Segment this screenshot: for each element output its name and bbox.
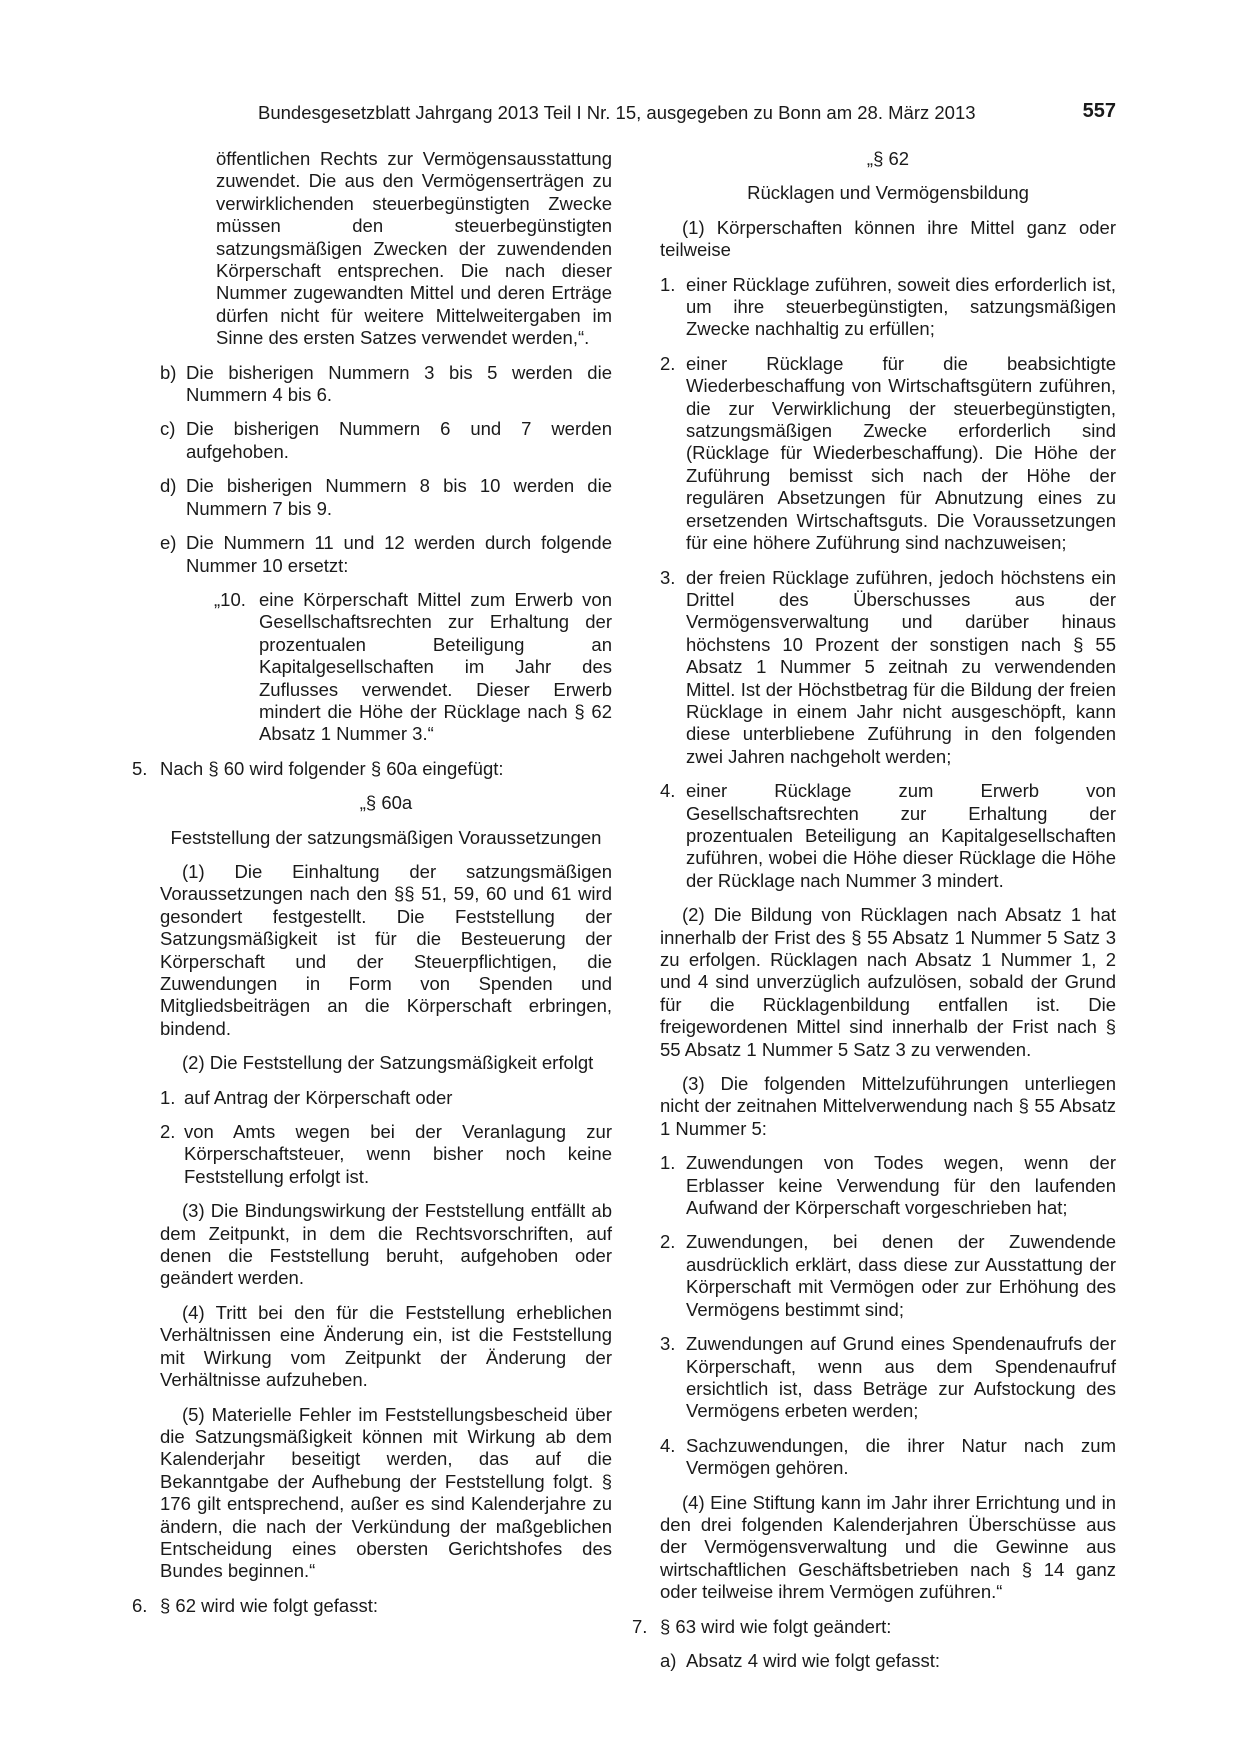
item-label: 1. bbox=[660, 1152, 676, 1174]
item-label: 7. bbox=[632, 1615, 648, 1637]
item-label: a) bbox=[660, 1649, 677, 1671]
list-item bbox=[160, 418, 612, 463]
quoted-number-10 bbox=[214, 589, 612, 746]
item-text: der freien Rücklage zuführen, jedoch höchstens ein Drittel des Überschusses aus der Vermögensverwaltung und darüber hinaus höchstens 10 Prozent der sonstigen nach § 55 Absatz 1 Nummer 5 zeitnah zu verwendenden Mittel. Ist der Höchstbetrag für die Bildung der freien Rücklage in einem Jahr nicht ausgeschöpft, kann diese unterbliebene Zuführung in den folgenden zwei Jahren nachgeholt werden; bbox=[686, 566, 1116, 767]
paragraph: (1) Die Einhaltung der satzungsmäßigen Voraussetzungen nach den §§ 51, 59, 60 und 61 wird gesondert festgestellt. Die Feststellung der Satzungsmäßigkeit ist für die Besteuerung der Körperschaft und der Steuerpflichtigen, die Zuwendungen in Form von Spenden und Mitgliedsbeiträgen an die Körperschaft erbringen, bindend. bbox=[160, 860, 612, 1039]
item-text: einer Rücklage zum Erwerb von Gesellschaftsrechten zur Erhaltung der prozentualen Beteiligung an Kapitalgesellschaften zuführen, wobei die Höhe dieser Rücklage die Höhe der Rücklage nach Nummer 3 mindert. bbox=[686, 780, 1116, 891]
item-text: eine Körperschaft Mittel zum Erwerb von Gesellschaftsrechten zur Erhaltung der prozentualen Beteiligung an Kapitalgesellschaften im Jahr des Zuflusses verwendet. Dieser Erwerb mindert die Höhe der Rücklage nach § 62 Absatz 1 Nummer 3.“ bbox=[259, 588, 612, 745]
item-label: 2. bbox=[660, 1231, 676, 1253]
item-label: 4. bbox=[660, 1434, 676, 1456]
item-label: 1. bbox=[160, 1086, 176, 1108]
item-label: 5. bbox=[132, 757, 148, 779]
continued-text: öffentlichen Rechts zur Vermögensausstattung zuwendet. Die aus den Vermögenserträgen zu verwirklichenden steuerbegünstigten Zwecke müssen den steuerbegünstigten satzungsmäßigen Zwecken der zuwendenden Körperschaft entsprechen. Die nach dieser Nummer zugewandten Mittel und deren Erträge dürfen nicht für weitere Mittelweitergaben im Sinne des ersten Satzes verwendet werden,“. bbox=[216, 148, 612, 349]
item-text: Zuwendungen, bei denen der Zuwendende ausdrücklich erklärt, dass diese zur Ausstattung der Körperschaft mit Vermögen oder zur Erhöhung des Vermögens bestimmt sind; bbox=[686, 1231, 1116, 1320]
paragraph: (3) Die Bindungswirkung der Feststellung entfällt ab dem Zeitpunkt, in dem die Rechtsvorschriften, auf denen die Feststellung beruht, aufgehoben oder geändert werden. bbox=[160, 1200, 612, 1289]
page-number: 557 bbox=[1082, 100, 1116, 122]
list-item bbox=[660, 567, 1116, 769]
item-text: § 63 wird wie folgt geändert: bbox=[660, 1615, 892, 1637]
list-item bbox=[660, 1231, 1116, 1321]
item-label: 3. bbox=[660, 566, 676, 588]
item-text: Zuwendungen von Todes wegen, wenn der Erblasser keine Verwendung für den laufenden Aufwand der Körperschaft vorgeschrieben hat; bbox=[686, 1152, 1116, 1219]
item-label: „10. bbox=[214, 588, 246, 610]
item-text: einer Rücklage zuführen, soweit dies erforderlich ist, um ihre steuerbegünstigten, satzungsmäßigen Zwecke nachhaltig zu erfüllen; bbox=[686, 273, 1116, 340]
list-item-7 bbox=[632, 1616, 1116, 1638]
page-header bbox=[258, 100, 1116, 128]
section-subheading: Rücklagen und Vermögensbildung bbox=[747, 182, 1029, 204]
item-text: Absatz 4 wird wie folgt gefasst: bbox=[686, 1649, 940, 1671]
right-column bbox=[632, 148, 1116, 1672]
list-item bbox=[160, 475, 612, 520]
item-label: 1. bbox=[660, 273, 676, 295]
list-item bbox=[160, 1087, 612, 1109]
paragraph: (5) Materielle Fehler im Feststellungsbescheid über die Satzungsmäßigkeit können mit Wirkung ab dem Kalenderjahr beseitigt werden, das auf die Bekanntgabe der Aufhebung der Feststellung folgt. § 176 gilt entsprechend, außer es sind Kalenderjahre zu ändern, die nach der Verkündung der maßgeblichen Entscheidung eines obersten Gerichtshofes des Bundes beginnen.“ bbox=[160, 1403, 612, 1582]
list-item-5 bbox=[132, 758, 612, 780]
item-label: 3. bbox=[660, 1333, 676, 1355]
paragraph: (2) Die Feststellung der Satzungsmäßigkeit erfolgt bbox=[182, 1052, 594, 1074]
list-item bbox=[660, 1333, 1116, 1423]
item-label: e) bbox=[160, 532, 177, 554]
list-item bbox=[160, 532, 612, 577]
section-subheading: Feststellung der satzungsmäßigen Voraussetzungen bbox=[170, 826, 602, 848]
item-text: Die bisherigen Nummern 6 und 7 werden aufgehoben. bbox=[186, 418, 612, 462]
paragraph: (2) Die Bildung von Rücklagen nach Absatz 1 hat innerhalb der Frist des § 55 Absatz 1 Nummer 5 Satz 3 zu erfolgen. Rücklagen nach Absatz 1 Nummer 1, 2 und 4 sind unverzüglich aufzulösen, sobald der Grund für die Rücklagenbildung entfallen ist. Die freigewordenen Mittel sind innerhalb der Frist nach § 55 Absatz 1 Nummer 5 Satz 3 zu verwenden. bbox=[660, 904, 1116, 1060]
list-item bbox=[660, 1435, 1116, 1480]
item-text: einer Rücklage für die beabsichtigte Wiederbeschaffung von Wirtschaftsgütern zuführen, die zur Verwirklichung der steuerbegünstigten, satzungsmäßigen Zwecke erforderlich sind (Rücklage für Wiederbeschaffung). Die Höhe der Zuführung bemisst sich nach der Höhe der regulären Absetzungen für Abnutzung eines zu ersetzenden Wirtschaftsguts. Die Voraussetzungen für eine höhere Zuführung sind nachzuweisen; bbox=[686, 352, 1116, 554]
item-label: c) bbox=[160, 418, 176, 440]
paragraph: (3) Die folgenden Mittelzuführungen unterliegen nicht der zeitnahen Mittelverwendung nach § 55 Absatz 1 Nummer 5: bbox=[660, 1073, 1116, 1139]
paragraph: (4) Eine Stiftung kann im Jahr ihrer Errichtung und in den drei folgenden Kalenderjahren Überschüsse aus der Vermögensverwaltung und die Gewinne aus wirtschaftlichen Geschäftsbetrieben nach § 14 ganz oder teilweise ihrem Vermögen zuführen.“ bbox=[660, 1491, 1116, 1603]
item-text: Nach § 60 wird folgender § 60a eingefügt: bbox=[160, 757, 504, 779]
list-item-7a bbox=[660, 1650, 1116, 1672]
list-item bbox=[160, 1121, 612, 1188]
item-text: § 62 wird wie folgt gefasst: bbox=[160, 1594, 378, 1616]
item-label: 4. bbox=[660, 780, 676, 802]
list-item bbox=[660, 353, 1116, 555]
list-item-6 bbox=[132, 1595, 612, 1617]
section-heading: „§ 60a bbox=[359, 792, 413, 814]
paragraph: (1) Körperschaften können ihre Mittel ganz oder teilweise bbox=[660, 216, 1116, 261]
item-text: Die bisherigen Nummern 8 bis 10 werden die Nummern 7 bis 9. bbox=[186, 475, 612, 519]
header-title: Bundesgesetzblatt Jahrgang 2013 Teil I Nr. 15, ausgegeben zu Bonn am 28. März 2013 bbox=[258, 102, 976, 123]
item-label: d) bbox=[160, 475, 177, 497]
list-item bbox=[660, 780, 1116, 892]
list-item bbox=[160, 362, 612, 407]
left-column bbox=[132, 148, 612, 1617]
paragraph: (4) Tritt bei den für die Feststellung erheblichen Verhältnissen eine Änderung ein, ist die Feststellung mit Wirkung vom Zeitpunkt der Änderung der Verhältnisse aufzuheben. bbox=[160, 1301, 612, 1391]
list-item bbox=[660, 274, 1116, 341]
section-62 bbox=[660, 148, 1116, 1604]
item-text: Sachzuwendungen, die ihrer Natur nach zum Vermögen gehören. bbox=[686, 1434, 1116, 1479]
item-label: b) bbox=[160, 361, 177, 383]
item-label: 2. bbox=[160, 1121, 176, 1143]
section-60a bbox=[160, 792, 612, 1583]
list-item bbox=[660, 1152, 1116, 1219]
item-label: 2. bbox=[660, 352, 676, 374]
section-heading: „§ 62 bbox=[866, 148, 910, 169]
item-text: von Amts wegen bei der Veranlagung zur Körperschaftsteuer, wenn bisher noch keine Feststellung erfolgt ist. bbox=[184, 1121, 612, 1187]
item-text: auf Antrag der Körperschaft oder bbox=[184, 1086, 453, 1108]
item-text: Die Nummern 11 und 12 werden durch folgende Nummer 10 ersetzt: bbox=[186, 532, 612, 576]
item-label: 6. bbox=[132, 1594, 148, 1616]
item-text: Die bisherigen Nummern 3 bis 5 werden die Nummern 4 bis 6. bbox=[186, 361, 612, 406]
item-text: Zuwendungen auf Grund eines Spendenaufrufs der Körperschaft, wenn aus dem Spendenaufruf ersichtlich ist, dass Beträge zur Aufstockung des Vermögens erbeten werden; bbox=[686, 1333, 1116, 1422]
